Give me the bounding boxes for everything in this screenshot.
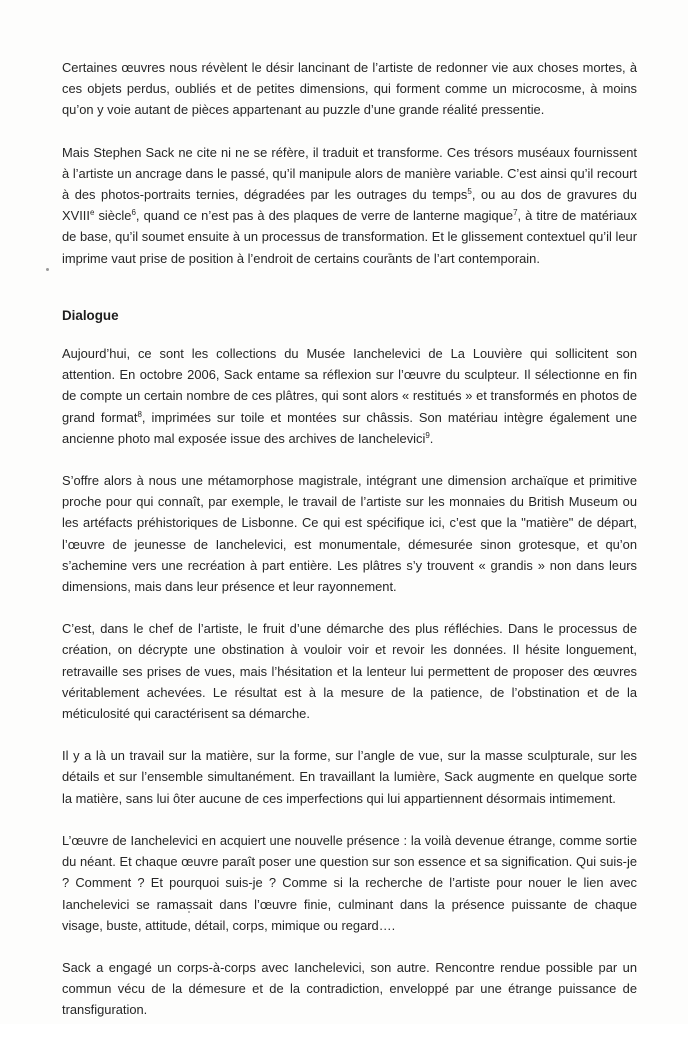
paragraph: S’offre alors à nous une métamorphose magistrale, intégrant une dimension archaïque et primitive proche pour qui connaît, par exemple, le travail de l’artiste sur les monnaies du British Museum ou les artéfacts préhistoriques de Lisbonne. Ce qui est spécifique ici, c’est que la "matière" de départ, l’œuvre de jeunesse de Ianchelevici, est monumentale, démesurée sinon grotesque, et qu’on s’achemine vers une recréation à part entière. Les plâtres s’y trouvent « grandis » non dans leurs dimensions, mais dans leur présence et leur rayonnement.: [62, 473, 637, 595]
footnote-marker: 8: [137, 409, 142, 419]
ordinal-suffix: e: [89, 208, 95, 218]
paragraph: [62, 343, 637, 449]
text-segment: , à titre de matériaux de base, qu’il soumet ensuite à un processus de transformation. Et le glissement contextuel qu’il leur imprime vaut prise de position à l’endroit de certains courants de l’art contemporain.: [62, 208, 637, 266]
text-segment: , quand ce n’est pas à des plaques de verre de lanterne magique: [135, 208, 514, 224]
paragraph: Certaines œuvres nous révèlent le désir lancinant de l’artiste de redonner vie aux choses mortes, à ces objets perdus, oubliés et de petites dimensions, qui forment comme un microcosme, à moins qu’on y voie autant de pièces appartenant au puzzle d’une grande réalité pressentie.: [62, 60, 637, 118]
article-body: [62, 57, 637, 1042]
text-segment: , ou au dos de gravures du XVIII: [62, 187, 637, 224]
paragraph: L’œuvre de Ianchelevici en acquiert une nouvelle présence : la voilà devenue étrange, comme sortie du néant. Et chaque œuvre paraît poser une question sur son essence et sa signification. Qui suis-je ? Comment ? Et pourquoi suis-je ? Comme si la recherche de l’artiste pour nouer le lien avec Ianchelevici se ramassait dans l’œuvre finie, culminant dans la présence puissante de chaque visage, buste, attitude, détail, corps, mimique ou regard….: [62, 832, 637, 933]
footnote-marker: 7: [513, 208, 518, 218]
paragraph: C’est, dans le chef de l’artiste, le fruit d’une démarche des plus réfléchies. Dans le processus de création, on décrypte une obstination à vouloir voir et revoir les données. Il hésite longuement, retravaille ses prises de vues, mais l’hésitation et la lenteur lui permettent de proposer des œuvres véritablement achevées. Le résultat est à la mesure de la patience, de l’obstination et de la méticulosité qui caractérisent sa démarche.: [62, 621, 637, 722]
section-heading: Dialogue: [62, 307, 119, 323]
text-segment: , imprimées sur toile et montées sur châssis. Son matériau intègre également une ancienne photo mal exposée issue des archives de Ianchelevici: [62, 409, 637, 446]
text-segment: Mais Stephen Sack ne cite ni ne se réfère, il traduit et transforme. Ces trésors muséaux fournissent à l’artiste un ancrage dans le passé, qu’il manipule alors de manière variable. C’est ainsi qu’il recourt à des photos-portraits ternies, dégradées par les outrages du temps: [62, 144, 637, 203]
text-segment: .: [429, 430, 434, 446]
footnote-marker: 9: [425, 430, 430, 440]
paragraph: [62, 142, 637, 269]
text-segment: siècle: [94, 208, 132, 224]
footnote-marker: 5: [467, 187, 472, 197]
paragraph: Il y a là un travail sur la matière, sur la forme, sur l’angle de vue, sur la masse sculpturale, sur les détails et sur l’ensemble simultanément. En travaillant la lumière, Sack augmente en quelque sorte la matière, sans lui ôter aucune de ces imperfections qui lui appartiennent désormais intimement.: [62, 748, 637, 806]
text-segment: Aujourd’hui, ce sont les collections du Musée Ianchelevici de La Louvière qui sollicitent son attention. En octobre 2006, Sack entame sa réflexion sur l’œuvre du sculpteur. Il sélectionne en fin de compte un certain nombre de ces plâtres, qui sont alors « restitués » et transformés en photos de grand format: [62, 346, 637, 425]
scan-speck: [46, 268, 49, 271]
footnote-marker: 6: [131, 208, 136, 218]
paragraph: Sack a engagé un corps-à-corps avec Ianchelevici, son autre. Rencontre rendue possible par un commun vécu de la démesure et de la contradiction, enveloppé par une étrange puissance de transfiguration.: [62, 959, 637, 1018]
